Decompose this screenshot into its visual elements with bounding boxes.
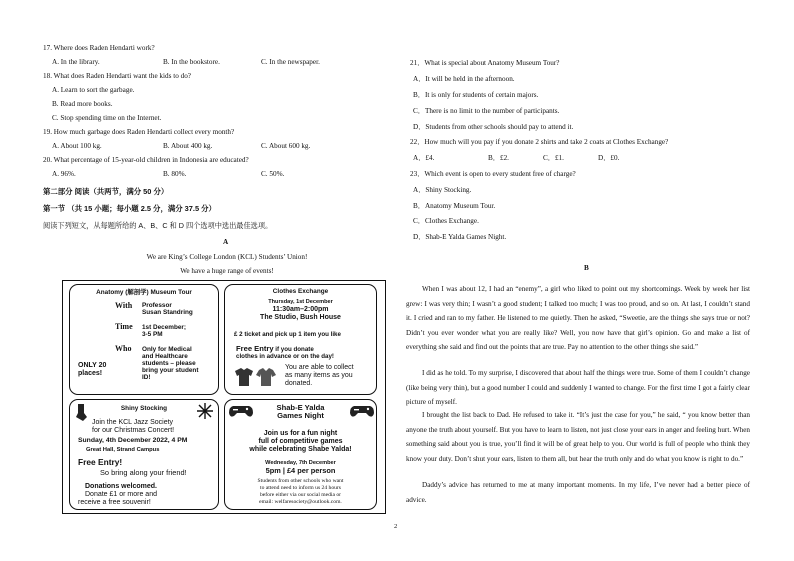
question-19: 19. How much garbage does Raden Hendarti collect every month?	[43, 128, 235, 136]
clothes-time: 11:30am–2:00pm	[272, 306, 329, 313]
stocking-date: Sunday, 4th December 2022, 4 PM	[78, 437, 188, 444]
passage-b-paragraph-2: I did as he told. To my surprise, I discovered that about half the things were true. Some of them I couldn’t change (like being very thin), but a good number I could and suddenly I wanted to change. For the first time I got a fairly clear picture of myself.	[406, 369, 750, 407]
option: A. In the library.	[52, 58, 100, 66]
who-line: Only for Medical	[142, 346, 192, 353]
time-value-2: 3-5 PM	[142, 331, 163, 338]
yalda-games-card	[224, 399, 377, 510]
stocking-bring: So bring along your friend!	[100, 468, 187, 477]
option: B. Read more books.	[52, 100, 113, 108]
passage-a-intro-2: We have a huge range of events!	[180, 267, 274, 275]
option: B. About 400 kg.	[163, 142, 213, 150]
with-label: With	[115, 301, 133, 310]
yalda-title: Shab-E Yalda	[276, 403, 325, 412]
subsection-heading: 第一节 （共 15 小题；每小题 2.5 分，满分 37.5 分）	[43, 204, 216, 213]
free-entry-label: Free Entry	[236, 344, 274, 353]
time-value: 1st December;	[142, 324, 187, 331]
stocking-free: Free Entry!	[78, 457, 123, 467]
yalda-title-2: Games Night	[277, 411, 324, 420]
who-line: ID!	[142, 374, 151, 381]
option: C．Clothes Exchange.	[413, 217, 479, 225]
option: D．£0.	[598, 154, 620, 162]
anatomy-title: Anatomy (解剖学) Museum Tour	[96, 289, 192, 296]
option: B．Anatomy Museum Tour.	[413, 202, 496, 210]
option: A．It will be held in the afternoon.	[413, 75, 515, 83]
clothes-ticket: £ 2 ticket and pick up 1 item you like	[234, 331, 341, 338]
stocking-join: Join the KCL Jazz Society	[92, 419, 174, 426]
option: A. Learn to sort the garbage.	[52, 86, 135, 94]
collect-line: You are able to collect	[285, 364, 354, 371]
option: C．There is no limit to the number of participants.	[413, 107, 560, 115]
stocking-donate: Donate £1 or more and	[85, 491, 157, 498]
collect-line: as many items as you	[285, 372, 353, 379]
yalda-join-3: while celebrating Shabe Yalda!	[249, 446, 352, 453]
option: B. In the bookstore.	[163, 58, 220, 66]
who-label: Who	[115, 344, 132, 353]
yalda-note: Students from other schools who want	[257, 478, 344, 484]
snowflake-icon	[196, 402, 214, 420]
passage-b-paragraph-4: Daddy’s advice has returned to me at many important moments. In my life, I’ve never had a better piece of advice.	[406, 481, 750, 504]
who-line: and Healthcare	[142, 353, 188, 360]
page-number: 2	[394, 523, 398, 530]
passage-b-paragraph-1: When I was about 12, I had an “enemy”, a girl who liked to point out my shortcomings. Week by week her list grew: I was very thin; I wasn’t a good student; I talked too much; I was too proud, and so on. At last, I couldn’t stand it. I cried and ran to my father. He listened to me quietly. Then he asked, “Sweetie, are the things she says true or not? Didn’t you ever wonder what you are really like? Well, you now have that girl’s opinion. Go and make a list of everything she said and find out the points that are true. Pay no attention to the other things she said.”	[406, 285, 750, 352]
shiny-stocking-card	[69, 399, 219, 510]
yalda-join-2: full of competitive games	[258, 438, 343, 445]
stocking-souvenir: receive a free souvenir!	[78, 499, 151, 506]
clothes-icon	[231, 365, 281, 389]
stocking-icon	[73, 403, 89, 423]
stocking-donations: Donations welcomed.	[85, 483, 157, 490]
question-23: 23．Which event is open to every student free of charge?	[410, 170, 576, 178]
yalda-price: 5pm | £4 per person	[265, 466, 336, 475]
yalda-note-2: to attend need to inform us 24 hours	[260, 485, 341, 491]
who-line: bring your student	[142, 367, 199, 374]
places-note: ONLY 20	[78, 362, 107, 369]
section-heading: 第二部分 阅读（共两节，满分 50 分）	[43, 187, 169, 196]
stocking-join-2: for our Christmas Concert!	[92, 427, 175, 434]
passage-b-paragraph-3: I brought the list back to Dad. He refused to take it. “It’s just the case for you,” he said, “ you know better than anyone the truth about yourself. But you have to learn to listen, not just close your ears in anger and feeling hurt. When something said about you is true, you’ll find it will be of great help to you. Our world is full of people who think they know your duty. Don’t shut your ears, listen to them all, but hear the truth only and do what you know is right to do.”	[406, 411, 750, 463]
stocking-place: Great Hall, Strand Campus	[86, 447, 160, 453]
option: B．£2.	[488, 154, 509, 162]
option: B．It is only for students of certain majors.	[413, 91, 539, 99]
option: C. About 600 kg.	[261, 142, 311, 150]
stocking-title: Shiny Stocking	[120, 405, 168, 412]
question-18: 18. What does Raden Hendarti want the kids to do?	[43, 72, 191, 80]
option: D．Shab-E Yalda Games Night.	[413, 233, 507, 241]
question-21: 21．What is special about Anatomy Museum Tour?	[410, 59, 560, 67]
question-22: 22．How much will you pay if you donate 2 shirts and take 2 coats at Clothes Exchange?	[410, 138, 669, 146]
clothes-title: Clothes Exchange	[272, 288, 329, 295]
option: C. Stop spending time on the Internet.	[52, 114, 162, 122]
question-20: 20. What percentage of 15-year-old children in Indonesia are educated?	[43, 156, 249, 164]
option: B. 80%.	[163, 170, 187, 178]
instruction: 阅读下列短文，从每题所给的 A、B、C 和 D 四个选项中选出最佳选项。	[43, 221, 273, 230]
yalda-note-4: email: welfaresociety@outlook.com.	[259, 499, 342, 505]
who-line: students – please	[142, 360, 196, 367]
question-17: 17. Where does Raden Hendarti work?	[43, 44, 155, 52]
yalda-date: Wednesday, 7th December	[265, 460, 336, 466]
passage-a-intro: We are King’s College London (KCL) Students’ Union!	[146, 253, 308, 261]
option: C. In the newspaper.	[261, 58, 320, 66]
clothes-donate: clothes in advance or on the day!	[236, 353, 334, 360]
collect-line: donated.	[285, 380, 313, 387]
passage-b-letter: B	[584, 264, 589, 272]
anatomy-tour-card	[69, 284, 219, 395]
time-label: Time	[115, 322, 133, 331]
passage-a-letter: A	[223, 238, 229, 246]
option: D．Students from other schools should pay to attend it.	[413, 123, 574, 131]
clothes-exchange-card	[224, 284, 377, 395]
clothes-place: The Studio, Bush House	[260, 314, 341, 321]
clothes-date: Thursday, 1st December	[268, 299, 333, 305]
option: A. 96%.	[52, 170, 76, 178]
free-entry-rest: if you donate	[273, 346, 314, 353]
with-value: Professor	[142, 302, 172, 309]
option: C．£1.	[543, 154, 564, 162]
places-note-2: places!	[78, 370, 103, 377]
with-value-2: Susan Standring	[142, 309, 193, 316]
option: A. About 100 kg.	[52, 142, 102, 150]
yalda-note-3: before either via our social media or	[259, 492, 342, 498]
option: A．£4.	[413, 154, 435, 162]
option: A．Shiny Stocking.	[413, 186, 472, 194]
yalda-join: Join us for a fun night	[263, 430, 338, 437]
option: C. 50%.	[261, 170, 285, 178]
